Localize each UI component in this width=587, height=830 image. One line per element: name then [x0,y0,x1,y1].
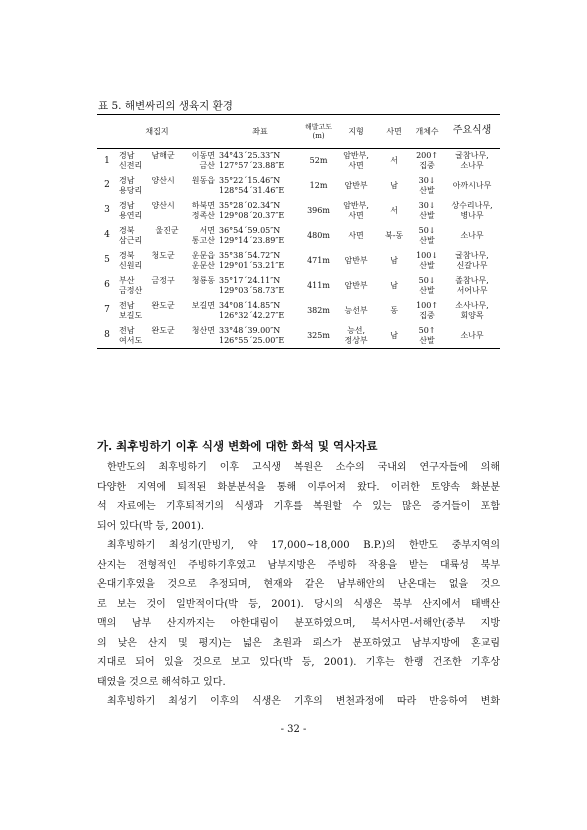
site-cell [117,249,217,274]
altitude-cell: 411m [307,281,330,290]
page-number: - 32 - [280,724,307,735]
aspect-cell: 서 [390,156,398,166]
table-row [97,324,500,349]
vegetation-cell [444,249,500,274]
site-line2: 여서도 [119,335,143,345]
longitude: 129°03´58.73″E [219,286,285,295]
terrain-line1: 능선, [347,325,366,335]
vegetation-cell [444,199,500,224]
density-pattern: 산발 [419,286,435,295]
paragraph-line: 로 보는 것이 일반적이다(박 등, 2001). 당시의 식생은 북부 산지에서 태백산 [97,598,500,610]
table-row [97,224,500,249]
coord-cell [217,274,303,299]
paragraph-line: 의 낮은 산지 및 평지)는 넓은 초원과 뢰스가 분포하였고 남부지방에 혼교림 [97,637,500,649]
altitude-cell: 382m [307,306,330,315]
site-line1: 전남 완도군 보길면 [119,301,215,310]
density-pattern: 집중 [419,161,435,171]
density-count: 50↓ [418,226,436,235]
vegetation-cell [444,324,500,349]
terrain-cell [334,299,378,324]
table-header-row [97,115,500,149]
latitude: 34°43´25.33″N [219,151,281,161]
density-pattern: 산발 [419,236,435,245]
site-line1: 경북 청도군 운문읍 [119,251,215,260]
terrain-cell [334,274,378,299]
vegetation-cell [444,174,500,199]
paragraph-line: 최후빙하기 최성기(만빙기, 약 17,000~18,000 B.P.)의 한반도 중부지역의 [107,540,500,551]
site-line1: 경남 남해군 이동면 [119,151,215,161]
vegetation-line2: 서어나무 [456,286,488,295]
aspect-cell: 서 [390,206,398,215]
terrain-line1: 암반부 [344,181,368,190]
site-cell [117,199,217,224]
site-line2: 용당리 [119,186,143,195]
density-cell [410,299,444,324]
paragraph-line: 한반도의 최후빙하기 이후 고식생 복원은 소수의 국내외 연구자들에 의해 [107,462,500,473]
header-altitude [303,115,334,149]
vegetation-line2: 병나무 [460,211,484,220]
density-count: 50↑ [418,325,436,335]
density-cell [410,224,444,249]
vegetation-cell [444,149,500,174]
vegetation-cell [444,224,500,249]
terrain-line1: 암반부, [343,151,369,161]
terrain-line2: 정상부 [344,335,368,345]
section-title: 가. 최후빙하기 이후 식생 변화에 대한 화석 및 역사자료 [97,439,378,453]
coord-cell [217,249,303,274]
terrain-line1: 사면 [348,231,364,240]
paragraph-line: 석 자료에는 기후퇴적기의 식생과 기후를 복원할 수 있는 많은 증거들이 포함 [97,501,500,512]
table-row [97,274,500,299]
density-count: 30↓ [418,201,436,210]
terrain-cell [334,249,378,274]
site-line2: 신원리 운문산 [119,261,215,270]
paragraph-1 [97,458,500,536]
row-number: 8 [97,324,117,349]
terrain-cell [334,324,378,349]
site-line2: 금정산 [119,286,143,295]
header-coord: 좌표 [217,115,303,149]
vegetation-cell [444,274,500,299]
vegetation-line1: 굴참나무, [455,151,489,161]
density-cell [410,249,444,274]
density-pattern: 집중 [419,311,435,320]
latitude: 35°38´54.72″N [219,251,281,260]
vegetation-cell [444,299,500,324]
site-line1: 전남 완도군 청산면 [119,325,215,335]
density-count: 200↑ [416,151,439,161]
terrain-cell [334,174,378,199]
table-row [97,174,500,199]
aspect-cell: 남 [390,281,398,290]
header-altitude-line1: 해발고도 [305,123,333,132]
longitude: 129°08´20.37″E [219,211,285,220]
site-line1: 경북 울진군 서면 [119,226,215,235]
site-line2: 신전리 금산 [119,161,215,171]
terrain-cell [334,199,378,224]
density-pattern: 산발 [419,186,435,195]
aspect-cell: 남 [378,324,410,349]
vegetation-line1: 소사나무, [455,301,489,310]
aspect-cell: 동 [390,306,398,315]
latitude: 35°28´02.34″N [219,201,281,210]
terrain-line1: 암반부 [344,256,368,265]
aspect-cell: 북-동 [384,231,404,240]
longitude: 126°32´42.27″E [219,311,285,320]
site-cell [117,299,217,324]
altitude-cell: 480m [307,231,330,240]
site-cell [117,174,217,199]
vegetation-line1: 소나무 [460,330,484,340]
vegetation-line1: 아까시나무 [452,181,492,190]
paragraph-line: 산지는 전형적인 주빙하기후였고 남부지방은 주빙하 작용을 받는 대륙성 북부 [97,559,500,571]
terrain-cell [334,149,378,174]
header-terrain: 지형 [334,115,378,149]
density-count: 100↓ [416,251,439,260]
habitat-table [97,114,500,349]
paragraph-line: 태였을 것으로 해석하고 있다. [97,676,226,688]
table-caption: 표 5. 해변싸리의 생육지 환경 [98,100,233,112]
terrain-line1: 암반부, [343,201,369,210]
paragraph-2 [97,536,500,692]
table-body [97,149,500,349]
latitude: 36°54´59.05″N [219,226,281,235]
site-line2: 용연리 정족산 [119,211,215,220]
aspect-cell: 남 [390,256,398,265]
altitude-cell: 396m [307,206,330,215]
longitude: 128°54´31.46″E [219,186,285,195]
altitude-cell: 325m [303,324,334,349]
longitude: 129°14´23.89″E [219,236,285,245]
table-row [97,249,500,274]
table-row [97,299,500,324]
row-number: 1 [104,155,110,166]
row-number: 5 [104,255,110,266]
longitude: 127°57´23.88″E [219,161,285,171]
altitude-cell: 12m [309,181,328,190]
coord-cell [217,174,303,199]
latitude: 35°22´15.46″N [219,176,281,185]
vegetation-line2: 소나무 [460,161,484,171]
latitude: 35°17´24.11″N [219,276,281,285]
density-count: 30↓ [418,176,436,185]
site-line1: 부산 금정구 청룡동 [119,276,215,285]
density-cell [410,274,444,299]
paragraph-line: 온대기후였을 것으로 추정되며, 현재와 같은 남부해안의 난온대는 없을 것으 [97,579,500,590]
site-cell [117,224,217,249]
density-cell [410,324,444,349]
density-pattern: 산발 [419,261,435,270]
aspect-cell: 남 [390,181,398,190]
longitude: 126°55´25.00″E [219,335,285,345]
vegetation-line1: 굴참나무, [455,251,489,260]
density-pattern: 산발 [419,335,435,345]
vegetation-line2: 회양목 [460,311,484,320]
coord-cell [217,149,303,174]
site-line1: 경남 양산시 원동읍 [119,176,215,185]
row-number: 2 [104,180,110,191]
row-number: 3 [104,205,110,216]
terrain-line1: 암반부 [344,281,368,290]
terrain-line2: 사면 [348,211,364,220]
paragraph-line: 다양한 지역에 퇴적된 화분분석을 통해 이루어져 왔다. 이러한 토양속 화분분 [97,481,500,493]
coord-cell [217,324,303,349]
vegetation-line1: 상수리나무, [451,201,493,210]
row-number: 7 [104,305,110,316]
site-line1: 경남 양산시 하북면 [119,201,215,210]
site-cell [117,149,217,174]
density-count: 50↓ [418,276,436,285]
vegetation-line2: 신갈나무 [456,261,488,270]
coord-cell [217,199,303,224]
latitude: 33°48´39.00″N [219,325,281,335]
density-cell [410,174,444,199]
density-cell [410,149,444,174]
longitude: 129°01´53.21″E [219,261,285,270]
site-cell [117,324,217,349]
site-line2: 보길도 [119,311,143,320]
vegetation-line1: 졸참나무, [455,276,489,285]
coord-cell [217,224,303,249]
density-pattern: 산발 [419,211,435,220]
header-vegetation: 주요식생 [444,115,500,149]
site-cell [117,274,217,299]
paragraph-line: 최후빙하기 최성기 이후의 식생은 기후의 변천과정에 따라 반응하여 변화 [107,696,500,707]
header-aspect: 사면 [378,115,410,149]
altitude-cell: 471m [307,256,330,265]
terrain-line1: 능선부 [344,306,368,315]
paragraph-line: 지대로 되어 있을 것으로 보고 있다(박 등, 2001). 기후는 한랭 건조한 기후상 [97,657,500,668]
terrain-line2: 사면 [348,161,364,171]
table-row [97,149,500,174]
table-row [97,199,500,224]
paragraph-line: 되어 있다(박 등, 2001). [97,520,205,532]
header-density: 개체수 [410,115,444,149]
paragraph-3 [97,692,500,712]
row-number: 6 [104,280,110,291]
row-number: 4 [104,230,110,241]
altitude-cell: 52m [309,156,328,166]
site-line2: 삼근리 통고산 [119,236,215,245]
latitude: 34°08´14.85″N [219,301,281,310]
density-cell [410,199,444,224]
density-count: 100↑ [416,301,439,310]
paragraph-line: 맥의 남부 산지까지는 아한대림이 분포하였으며, 북서사면-서해안(중부 지방 [97,618,500,629]
vegetation-line1: 소나무 [460,231,484,240]
header-site: 채집지 [97,115,217,149]
coord-cell [217,299,303,324]
header-altitude-line2: (m) [312,131,325,140]
terrain-cell [334,224,378,249]
